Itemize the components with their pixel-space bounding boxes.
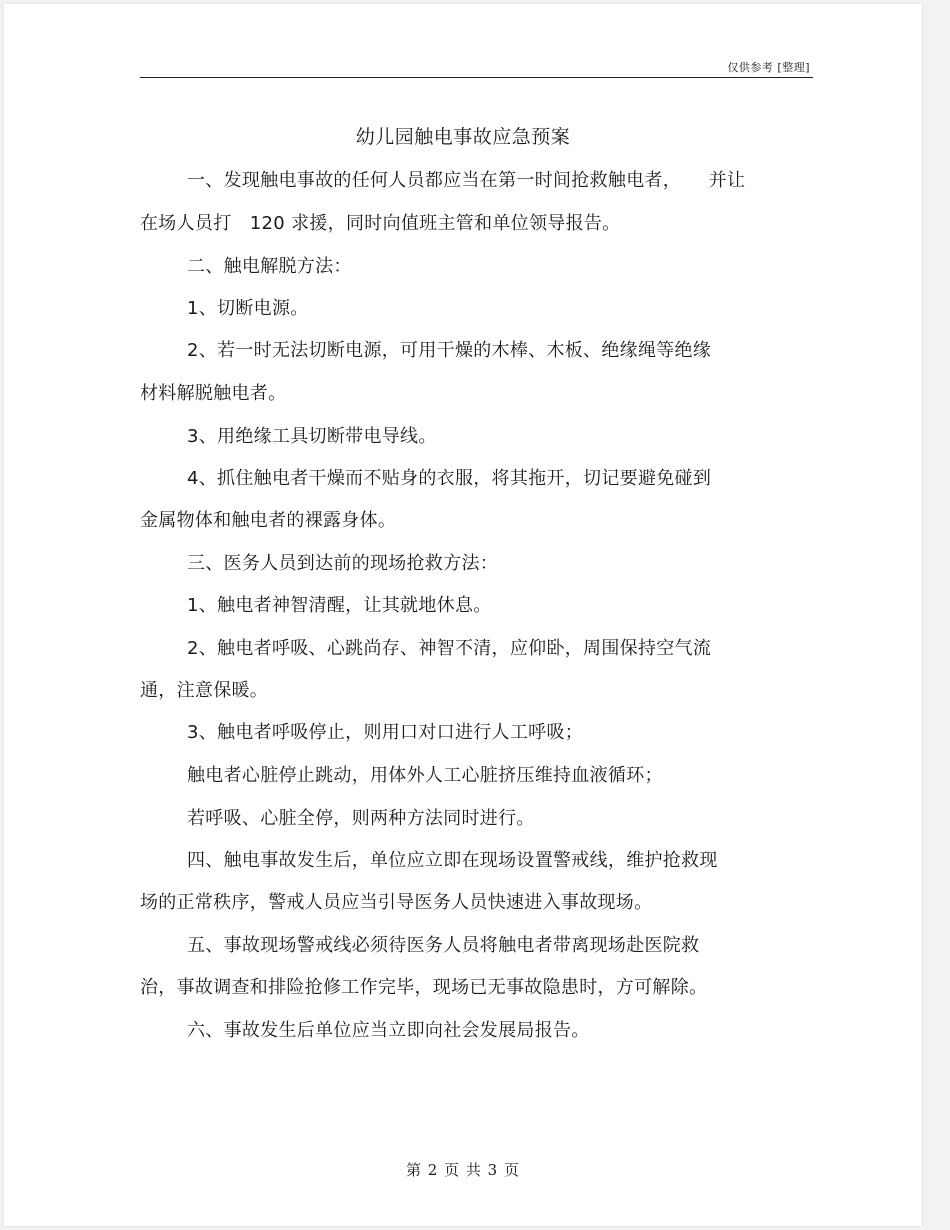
header-divider: [140, 77, 813, 78]
paragraph-line: 1、触电者神智清醒，让其就地休息。: [187, 595, 492, 616]
paragraph-line: 六、事故发生后单位应当立即向社会发展局报告。: [187, 1020, 590, 1041]
paragraph-line: 4、抓住触电者干燥而不贴身的衣服，将其拖开，切记要避免碰到: [187, 468, 712, 489]
page-number-label: 第 2 页 共 3 页: [406, 1161, 520, 1179]
paragraph-line: 三、医务人员到达前的现场抢救方法：: [187, 553, 499, 574]
paragraph-line: 一、发现触电事故的任何人员都应当在第一时间抢救触电者， 并让: [187, 170, 746, 191]
page-number: [4, 1159, 922, 1180]
paragraph-line: 2、触电者呼吸、心跳尚存、神智不清，应仰卧，周围保持空气流: [187, 638, 712, 659]
paragraph-line: 通，注意保暖。: [140, 680, 269, 701]
paragraph-line: 3、用绝缘工具切断带电导线。: [187, 426, 437, 447]
paragraph-line: 在场人员打 120 求援，同时向值班主管和单位领导报告。: [140, 213, 621, 234]
paragraph-line: 场的正常秩序，警戒人员应当引导医务人员快速进入事故现场。: [140, 892, 653, 913]
paragraph-line: 材料解脱触电者。: [140, 383, 287, 404]
paragraph-line: 五、事故现场警戒线必须待医务人员将触电者带离现场赴医院救: [187, 935, 700, 956]
paragraph-line: 2、若一时无法切断电源，可用干燥的木棒、木板、绝缘绳等绝缘: [187, 340, 712, 361]
paragraph-line: 二、触电解脱方法：: [187, 256, 352, 277]
document-page: [4, 4, 922, 1226]
paragraph-line: 金属物体和触电者的裸露身体。: [140, 510, 397, 531]
paragraph-line: 触电者心脏停止跳动，用体外人工心脏挤压维持血液循环；: [187, 765, 663, 786]
paragraph-line: 若呼吸、心脏全停，则两种方法同时进行。: [187, 808, 535, 829]
paragraph-line: 1、切断电源。: [187, 298, 309, 319]
document-title: 幼儿园触电事故应急预案: [355, 126, 571, 148]
header-note: 仅供参考 [整理]: [727, 61, 810, 74]
paragraph-line: 治，事故调查和排险抢修工作完毕，现场已无事故隐患时，方可解除。: [140, 977, 708, 998]
paragraph-line: 四、触电事故发生后，单位应立即在现场设置警戒线，维护抢救现: [187, 850, 718, 871]
paragraph-line: 3、触电者呼吸停止，则用口对口进行人工呼吸；: [187, 722, 584, 743]
